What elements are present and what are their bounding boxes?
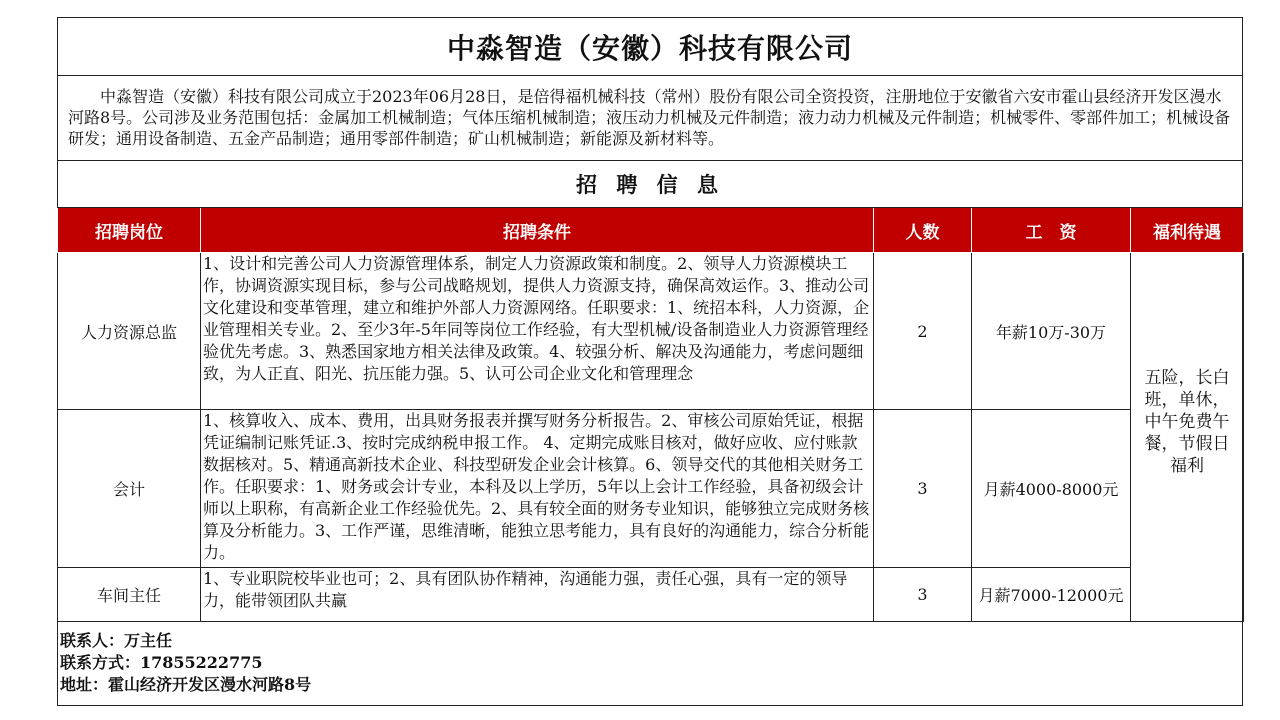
table-header-row — [58, 208, 1244, 253]
table-row — [58, 410, 1244, 568]
jobs-table — [57, 208, 1244, 622]
job-salary: 月薪4000-8000元 — [972, 410, 1131, 568]
job-requirements: 1、专业职院校毕业也可；2、具有团队协作精神，沟通能力强，责任心强，具有一定的领导力，能带领团队共赢 — [201, 568, 874, 622]
job-position: 人力资源总监 — [58, 253, 201, 410]
job-count: 3 — [874, 568, 972, 622]
job-position: 车间主任 — [58, 568, 201, 622]
company-intro: 中淼智造（安徽）科技有限公司成立于2023年06月28日，是倍得福机械科技（常州）股份有限公司全资投资，注册地位于安徽省六安市霍山县经济开发区漫水河路8号。公司涉及业务范围包括：金属加工机械制造；气体压缩机械制造；液压动力机械及元件制造；液力动力机械及元件制造；机械零件、零部件加工；机械设备研发；通用设备制造、五金产品制造；通用零部件制造；矿山机械制造；新能源及新材料等。 — [58, 76, 1242, 161]
benefits-text: 五险，长白班，单休，中午免费午餐，节假日福利 — [1144, 368, 1230, 476]
table-row — [58, 568, 1244, 622]
table-row — [58, 253, 1244, 410]
job-count: 3 — [874, 410, 972, 568]
header-benefits: 福利待遇 — [1131, 208, 1244, 253]
header-position: 招聘岗位 — [58, 208, 201, 253]
contact-info — [58, 622, 1242, 696]
header-salary: 工 资 — [972, 208, 1131, 253]
job-salary: 月薪7000-12000元 — [972, 568, 1131, 622]
recruitment-sheet — [57, 17, 1243, 706]
contact-address: 地址：霍山经济开发区漫水河路8号 — [60, 675, 312, 694]
benefits-cell — [1131, 253, 1244, 622]
job-position: 会计 — [58, 410, 201, 568]
job-requirements: 1、核算收入、成本、费用，出具财务报表并撰写财务分析报告。2、审核公司原始凭证，根据凭证编制记账凭证.3、按时完成纳税申报工作。 4、定期完成账目核对，做好应收、应付账款数据核对。5、精通高新技术企业、科技型研发企业会计核算。6、领导交代的其他相关财务工作。任职要求：1、财务或会计专业，本科及以上学历，5年以上会计工作经验，具备初级会计师以上职称，有高新企业工作经验优先。2、具有较全面的财务专业知识，能够独立完成财务核算及分析能力。3、工作严谨，思维清晰，能独立思考能力，具有良好的沟通能力，综合分析能力。 — [201, 410, 874, 568]
header-count: 人数 — [874, 208, 972, 253]
job-requirements: 1、设计和完善公司人力资源管理体系，制定人力资源政策和制度。2、领导人力资源模块工作，协调资源实现目标，参与公司战略规划，提供人力资源支持，确保高效运作。3、推动公司文化建设和变革管理，建立和维护外部人力资源网络。任职要求：1、统招本科，人力资源，企业管理相关专业。2、至少3年-5年同等岗位工作经验，有大型机械/设备制造业人力资源管理经验优先考虑。3、熟悉国家地方相关法律及政策。4、较强分析、解决及沟通能力，考虑问题细致，为人正直、阳光、抗压能力强。5、认可公司企业文化和管理理念 — [201, 253, 874, 410]
contact-person: 联系人：万主任 — [60, 631, 173, 650]
company-title: 中淼智造（安徽）科技有限公司 — [58, 18, 1242, 76]
section-title: 招 聘 信 息 — [58, 161, 1242, 208]
job-count: 2 — [874, 253, 972, 410]
header-requirements: 招聘条件 — [201, 208, 874, 253]
contact-phone: 联系方式：17855222775 — [60, 653, 263, 672]
job-salary: 年薪10万-30万 — [972, 253, 1131, 410]
